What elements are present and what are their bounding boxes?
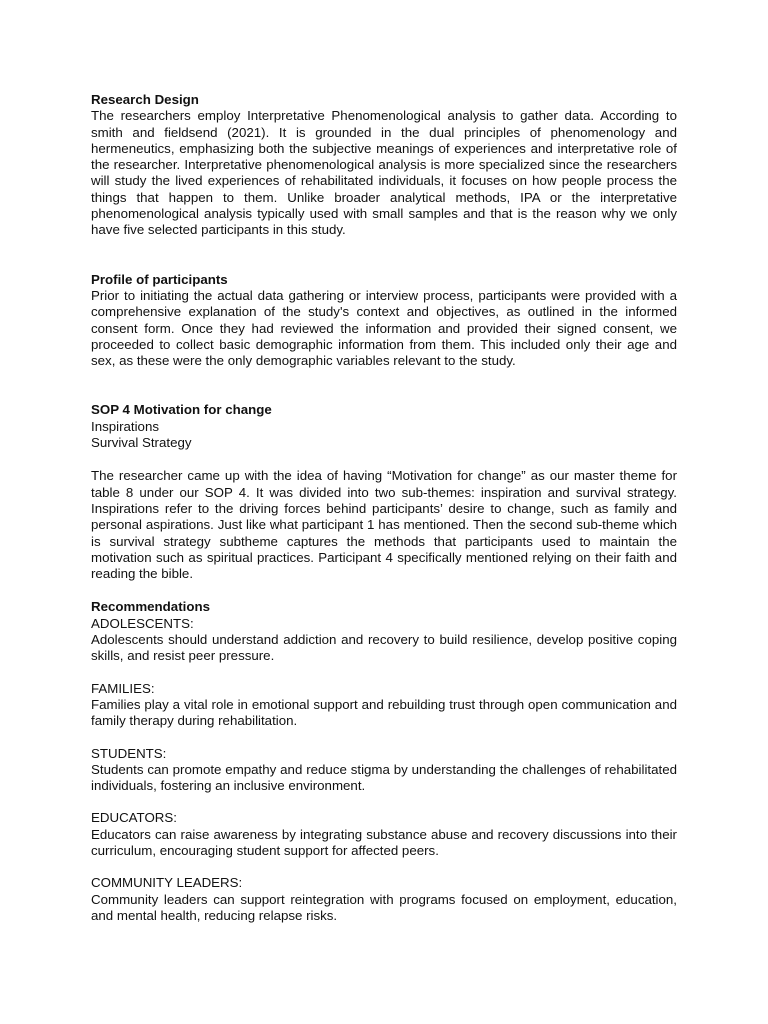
sop4-section xyxy=(91,402,677,582)
subtheme-item: Inspirations xyxy=(91,418,159,434)
sop4-body: The researcher came up with the idea of having “Motivation for change” as our master theme for table 8 under our SOP 4. It was divided into two sub-themes: inspiration and survival strategy. Inspirations refer to the driving forces behind participants’ desire to change, such as family and personal aspirations. Just like what participant 1 has mentioned. Then the second sub-theme which is survival strategy subtheme captures the methods that participants used to maintain the motivation such as spiritual practices. Participant 4 specifically mentioned relying on their faith and reading the bible. xyxy=(91,468,677,582)
recommendation-label-families: FAMILIES: xyxy=(91,680,155,696)
recommendation-label-community-leaders: COMMUNITY LEADERS: xyxy=(91,875,243,891)
recommendation-label-educators: EDUCATORS: xyxy=(91,810,177,826)
spacer xyxy=(91,239,677,272)
spacer xyxy=(91,859,677,875)
recommendation-text-students: Students can promote empathy and reduce stigma by understanding the challenges of rehabilitated individuals, fostering an inclusive environment. xyxy=(91,761,677,794)
subtheme-item: Survival Strategy xyxy=(91,435,192,451)
profile-body: Prior to initiating the actual data gathering or interview process, participants were provided with a comprehensive explanation of the study's context and objectives, as outlined in the informed consent form. Once they had reviewed the information and provided their signed consent, we proceeded to collect basic demographic information from them. This included only their age and sex, as these were the only demographic variables relevant to the study. xyxy=(91,287,677,369)
sop4-heading: SOP 4 Motivation for change xyxy=(91,402,272,418)
profile-heading: Profile of participants xyxy=(91,271,228,287)
recommendation-text-families: Families play a vital role in emotional support and rebuilding trust through open communication and family therapy during rehabilitation. xyxy=(91,696,677,729)
spacer xyxy=(91,665,677,681)
recommendation-text-educators: Educators can raise awareness by integrating substance abuse and recovery discussions into their curriculum, encouraging student support for affected peers. xyxy=(91,826,677,858)
recommendation-text-community-leaders: Community leaders can support reintegration with programs focused on employment, education, and mental health, reducing relapse risks. xyxy=(91,891,677,923)
recommendation-label-students: STUDENTS: xyxy=(91,745,167,761)
research-design-body: The researchers employ Interpretative Phenomenological analysis to gather data. According to smith and fieldsend (2021). It is grounded in the dual principles of phenomenology and hermeneutics, emphasizing both the subjective meanings of experiences and interpretative role of the researcher. Interpretative phenomenological analysis is more specialized since the researchers will study the lived experiences of rehabilitated individuals, it focuses on how people process the things that happen to them. Unlike broader analytical methods, IPA or the interpretative phenomenological analysis typically used with small samples and that is the reason why we only have five selected participants in this study. xyxy=(91,108,677,238)
research-design-heading: Research Design xyxy=(91,92,199,107)
spacer xyxy=(91,794,677,810)
spacer xyxy=(91,451,677,468)
recommendations-section xyxy=(91,599,677,924)
spacer xyxy=(91,730,677,746)
research-design-section xyxy=(91,92,677,239)
recommendations-heading: Recommendations xyxy=(91,599,210,615)
profile-section xyxy=(91,272,677,370)
spacer xyxy=(91,369,677,402)
recommendation-label-adolescents: ADOLESCENTS: xyxy=(91,615,194,631)
spacer xyxy=(91,582,677,599)
recommendation-text-adolescents: Adolescents should understand addiction and recovery to build resilience, develop positive coping skills, and resist peer pressure. xyxy=(91,632,677,664)
